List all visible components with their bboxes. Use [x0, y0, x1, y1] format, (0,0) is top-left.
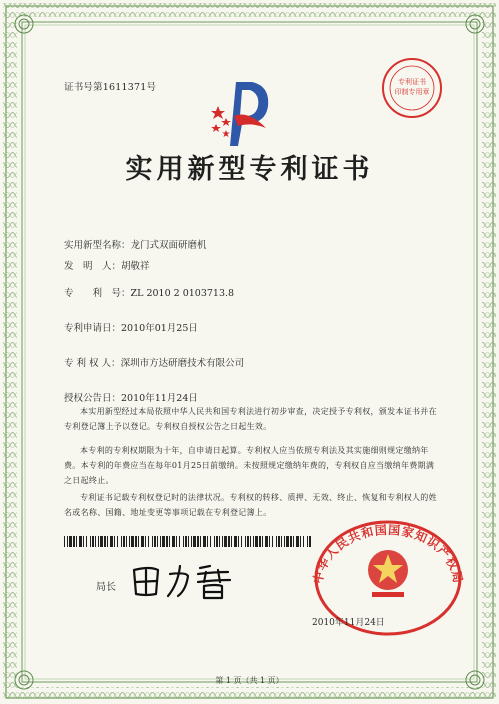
field-value: ZL 2010 2 0103713.8 [130, 288, 235, 299]
field-application-date [64, 320, 198, 334]
field-label: 专 利 权 人： [64, 358, 121, 369]
body-paragraph: 本实用新型经过本局依照中华人民共和国专利法进行初步审查，决定授予专利权，颁发本证书并在专利登记簿上予以登记。专利权自授权公告之日起生效。 [64, 407, 437, 431]
barcode-icon [64, 536, 312, 547]
field-value: 深圳市方达研磨技术有限公司 [120, 358, 245, 369]
seal-date: 2010年11月24日 [312, 618, 385, 628]
field-patentee [64, 355, 244, 369]
field-label: 专 利 号： [64, 288, 131, 299]
page-title: 实用新型专利证书 [125, 154, 374, 185]
certificate-number: 证书号第1611371号 [64, 82, 157, 93]
body-paragraph: 本专利的专利权期限为十年，自申请日起算。专利权人应当依照专利法及其实施细则规定缴纳年费。本专利的年费应当在每年01月25日前缴纳。未按照规定缴纳年费的，专利权自应当缴纳年费期满之日起终止。 [64, 446, 435, 485]
field-inventor [64, 258, 150, 272]
seal-text: 中华人民共和国国家知识产权局 [310, 522, 466, 585]
field-grant-date [64, 390, 198, 404]
field-label: 授权公告日： [64, 393, 122, 404]
director-signature-icon [128, 560, 238, 602]
field-utility-model-name [64, 237, 207, 251]
svg-text:专利证书: 专利证书 [398, 78, 426, 86]
body-paragraph: 专利证书记载专利权登记时的法律状况。专利权的转移、质押、无效、终止、恢复和专利权人的姓名或名称、国籍、地址变更等事项记载在专利登记簿上。 [64, 493, 437, 517]
field-value: 2010年01月25日 [121, 323, 198, 334]
field-patent-number [64, 285, 234, 299]
field-value: 胡敬祥 [121, 261, 150, 272]
field-label: 实用新型名称： [64, 240, 131, 251]
director-label: 局长 [96, 582, 116, 593]
patent-office-logo-icon [208, 76, 278, 148]
page-footer: 第 1 页（共 1 页） [215, 676, 284, 685]
printing-stamp-icon [380, 56, 444, 120]
field-value: 龙门式双面研磨机 [130, 240, 207, 251]
field-label: 专利申请日： [64, 323, 122, 334]
svg-text:印制专用章: 印制专用章 [394, 88, 430, 96]
field-value: 2010年11月24日 [121, 393, 198, 404]
field-label: 发 明 人： [64, 261, 122, 272]
